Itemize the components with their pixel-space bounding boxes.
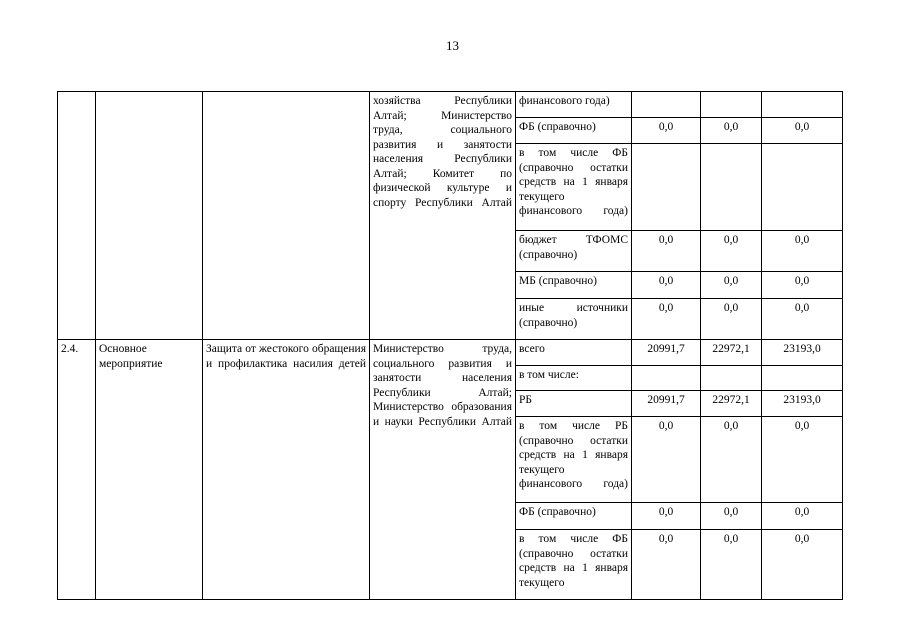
value-cell-year1: 0,0 — [632, 417, 701, 503]
value-cell-year2: 0,0 — [701, 299, 762, 340]
value-cell-year2: 0,0 — [701, 231, 762, 272]
value-cell-year3: 23193,0 — [762, 340, 843, 366]
name-text: Защита от жестокого обращения и профилактика насилия детей — [206, 343, 366, 370]
value-cell-year3 — [762, 366, 843, 391]
value-cell-year3: 0,0 — [762, 118, 843, 144]
value-cell-year2: 0,0 — [701, 503, 762, 530]
source-cell: РБ — [516, 391, 632, 417]
value-cell-year1: 0,0 — [632, 503, 701, 530]
value-cell-year2: 0,0 — [701, 118, 762, 144]
executors-cell: Министерство труда, социального развития и занятости населения Республики Алтай; Министерство образования и науки Республики Алтай — [370, 340, 516, 600]
value-cell-year1: 0,0 — [632, 272, 701, 299]
source-cell: ФБ (справочно) — [516, 118, 632, 144]
value-cell-year3: 0,0 — [762, 503, 843, 530]
value-cell-year1: 0,0 — [632, 231, 701, 272]
value-cell-year2 — [701, 92, 762, 118]
value-cell-year3: 23193,0 — [762, 391, 843, 417]
num-cell — [58, 92, 96, 340]
value-cell-year3: 0,0 — [762, 299, 843, 340]
value-cell-year1: 0,0 — [632, 118, 701, 144]
source-cell: в том числе ФБ (справочно остатки средств на 1 января текущего — [516, 530, 632, 600]
value-cell-year3: 0,0 — [762, 272, 843, 299]
source-cell: в том числе: — [516, 366, 632, 391]
type-cell: Основное мероприятие — [96, 340, 203, 600]
source-cell: МБ (справочно) — [516, 272, 632, 299]
source-cell: бюджет ТФОМС (справочно) — [516, 231, 632, 272]
value-cell-year1: 20991,7 — [632, 391, 701, 417]
value-cell-year1 — [632, 144, 701, 231]
source-cell: в том числе ФБ (справочно остатки средств на 1 января текущего финансового года) — [516, 144, 632, 231]
value-cell-year1 — [632, 92, 701, 118]
value-cell-year2: 22972,1 — [701, 340, 762, 366]
source-cell: всего — [516, 340, 632, 366]
value-cell-year3: 0,0 — [762, 530, 843, 600]
value-cell-year2: 0,0 — [701, 272, 762, 299]
table-row — [58, 92, 843, 118]
source-cell: ФБ (справочно) — [516, 503, 632, 530]
page-number: 13 — [446, 38, 459, 53]
table-row — [58, 340, 843, 366]
source-cell: иные источники (справочно) — [516, 299, 632, 340]
source-cell: финансового года) — [516, 92, 632, 118]
executors-cell: хозяйства Республики Алтай; Министерство труда, социального развития и занятости населения Республики Алтай; Комитет по физической культуре и спорту Республики Алтай — [370, 92, 516, 340]
num-cell: 2.4. — [58, 340, 96, 600]
name-cell — [203, 92, 370, 340]
value-cell-year1: 0,0 — [632, 530, 701, 600]
type-cell — [96, 92, 203, 340]
value-cell-year1: 20991,7 — [632, 340, 701, 366]
value-cell-year1 — [632, 366, 701, 391]
value-cell-year1: 0,0 — [632, 299, 701, 340]
value-cell-year3 — [762, 92, 843, 118]
value-cell-year2: 22972,1 — [701, 391, 762, 417]
value-cell-year2 — [701, 144, 762, 231]
value-cell-year2: 0,0 — [701, 417, 762, 503]
value-cell-year2: 0,0 — [701, 530, 762, 600]
value-cell-year3: 0,0 — [762, 417, 843, 503]
source-cell: в том числе РБ (справочно остатки средств на 1 января текущего финансового года) — [516, 417, 632, 503]
value-cell-year2 — [701, 366, 762, 391]
financing-table — [57, 91, 843, 600]
value-cell-year3: 0,0 — [762, 231, 843, 272]
value-cell-year3 — [762, 144, 843, 231]
name-cell — [203, 340, 370, 600]
